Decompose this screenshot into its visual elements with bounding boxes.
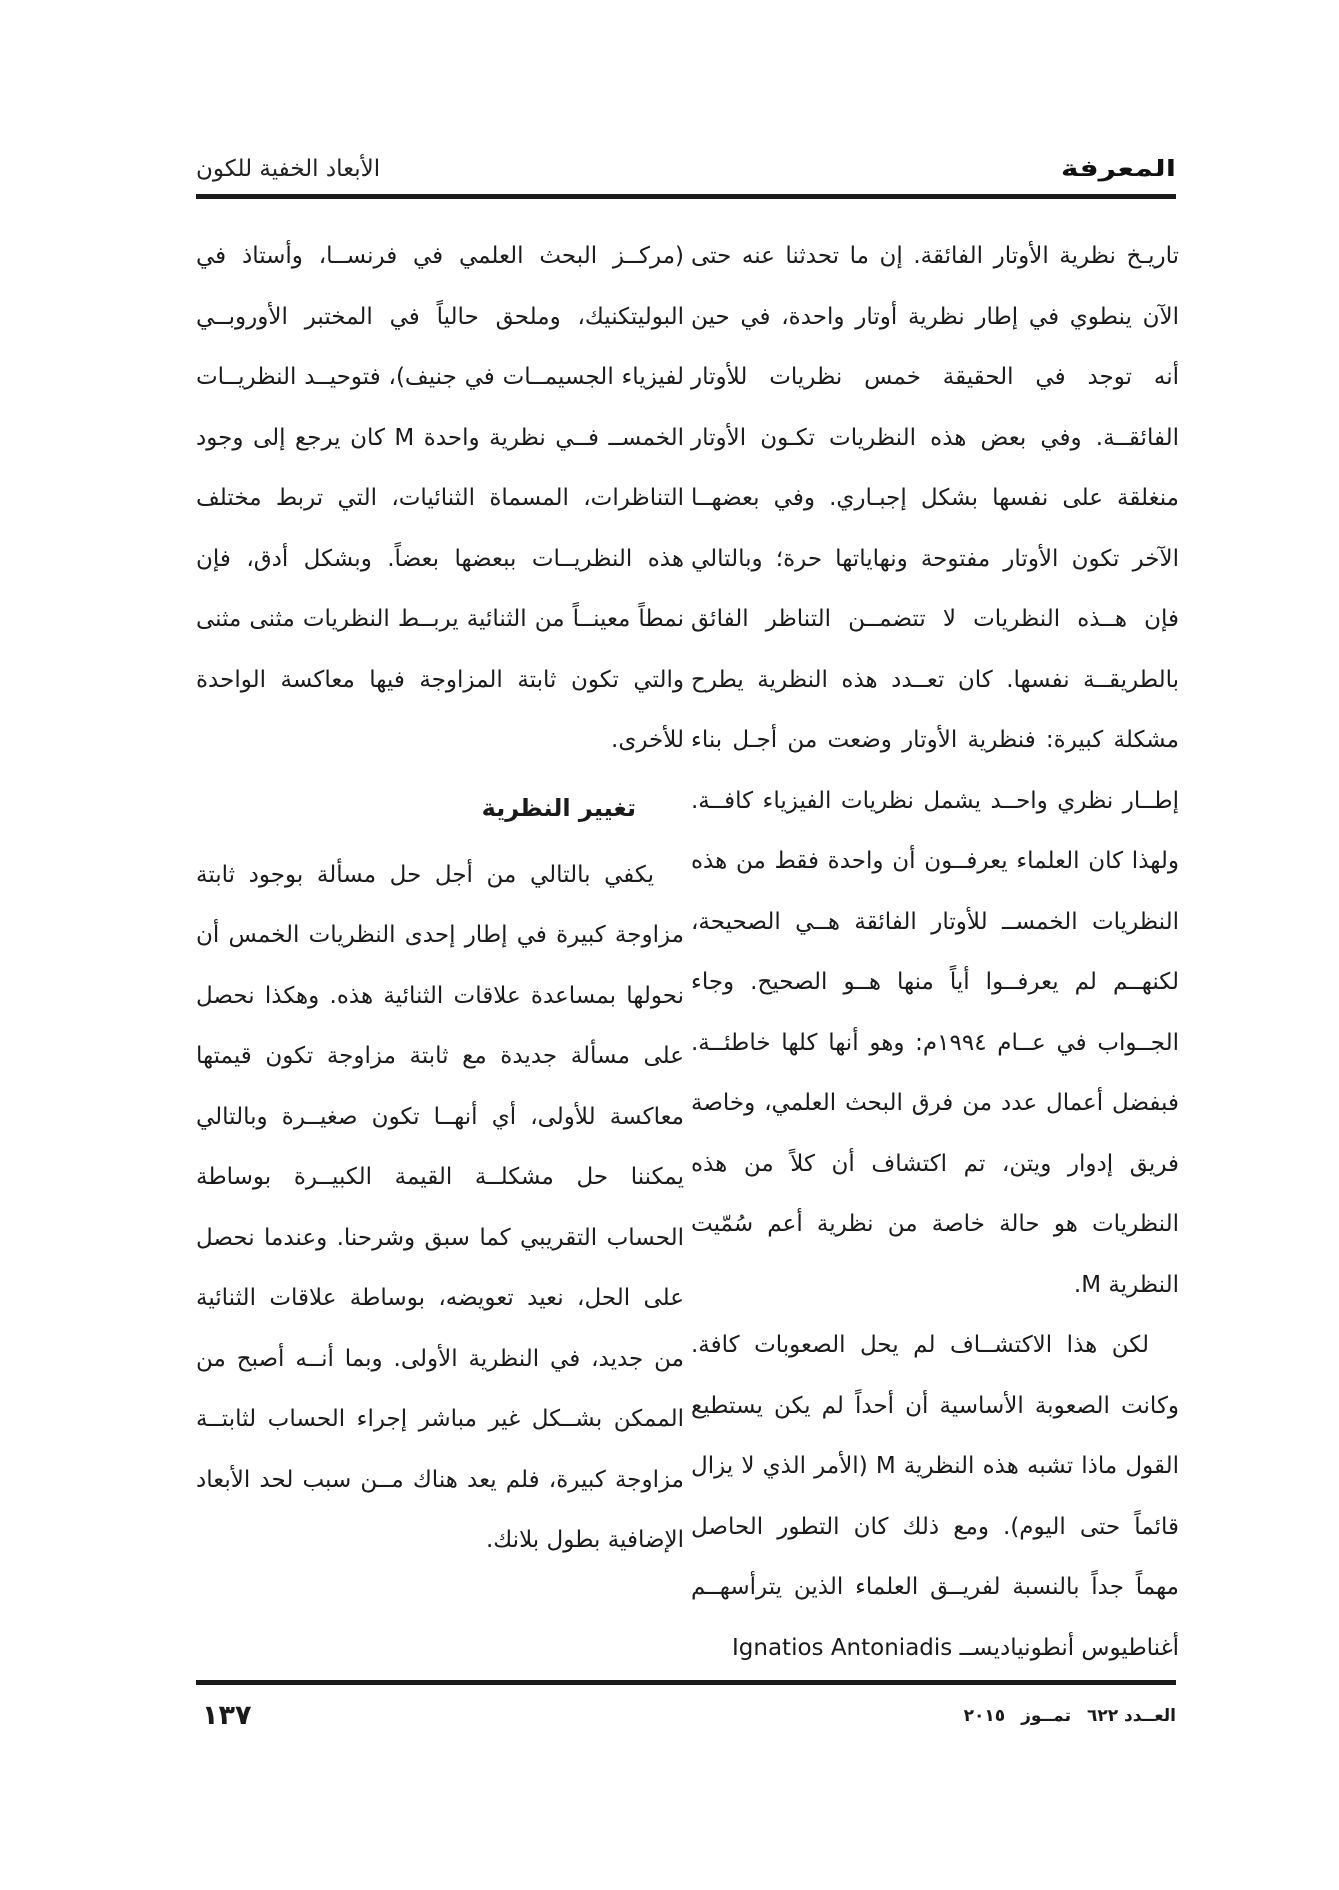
issue-info [948, 1706, 1176, 1726]
issue-year: ٢٠١٥ [963, 1706, 1006, 1726]
footer-rule [196, 1680, 1176, 1685]
page-number: ١٣٧ [202, 1700, 252, 1731]
paragraph: يكفي بالتالي من أجل حل مسألة بوجود ثابتة مزاوجة كبيرة في إطار إحدى النظريات الخمس أن نحولها بمساعدة علاقات الثنائية هذه. وهكذا نحصل على مسألة جديدة مع ثابتة مزاوجة تكون قيمتها معاكسة للأولى، أي أنهــا تكون صغيــرة وبالتالي يمكننا حل مشكلــة القيمة الكبيــرة بوساطة الحساب التقريبي كما سبق وشرحنا. وعندما نحصل على الحل، نعيد تعويضه، بوساطة علاقات الثنائية من جديد، في النظرية الأولى. وبما أنــه أصبح من الممكن بشــكل غير مباشر إجراء الحساب لثابتــة مزاوجة كبيرة، فلم يعد هناك مــن سبب لحد الأبعاد الإضافية بطول بلانك. [196, 861, 684, 1553]
issue-number: العــدد ٦٢٢ [1086, 1706, 1176, 1726]
paragraph: تاريـخ نظرية الأوتار الفائقة. إن ما تحدثنا عنه حتى الآن ينطوي في إطار نظرية أوتار واحدة، في حين أنه توجد في الحقيقة خمس نظريات للأوتار الفائقــة. وفي بعض هذه النظريات تكـون الأوتار منغلقة على نفسها بشكل إجبـاري. وفي بعضهــا الآخر تكون الأوتار مفتوحة ونهاياتها حرة؛ وبالتالي فإن هــذه النظريات لا تتضمــن التناظر الفائق بالطريقــة نفسها. كان تعــدد هذه النظرية يطرح مشكلة كبيرة: فنظرية الأوتار وضعت من أجـل بناء إطــار نظري واحــد يشمل نظريات الفيزياء كافــة. ولهذا كان العلماء يعرفــون أن واحدة فقط من هذه النظريات الخمســ للأوتار الفائقة هــي الصحيحة، لكنهــم لم يعرفــوا أياً منها هــو الصحيح. وجاء الجــواب في عــام ١٩٩٤م: وهو أنها كلها خاطئــة. فبفضل أعمال عدد من فرق البحث العلمي، وخاصة فريق إدوار ويتن، تم اكتشاف أن كلاً من هذه النظريات هو حالة خاصة من نظرية أعم سُمّيت النظرية M. [691, 243, 1179, 1298]
page-footer [196, 1700, 1176, 1740]
running-title: الأبعاد الخفية للكون [196, 156, 381, 182]
page-header [196, 150, 1176, 190]
magazine-logo: المعرفة [1060, 155, 1176, 182]
paragraph: (مركــز البحث العلمي في فرنســا، وأستاذ في البوليتكنيك، وملحق حالياً في المختبر الأوروبــي لفيزياء الجسيمــات في جنيف)، فتوحيــد النظريــات الخمســ فــي نظرية واحدة M كان يرجع إلى وجود التناظرات، المسماة الثنائيات، التي تربط مختلف هذه النظريــات ببعضها بعضاً. وبشكل أدق، فإن نمطاً معينــاً من الثنائية يربــط النظريات مثنى مثنى والتي تكون ثابتة المزاوجة فيها معاكسة الواحدة للأخرى. [196, 243, 684, 753]
header-rule [196, 194, 1176, 199]
article-column-left [196, 226, 684, 1571]
issue-month: تمــوز [1021, 1706, 1071, 1726]
section-heading: تغيير النظرية [481, 793, 636, 822]
article-column-right [691, 226, 1179, 1678]
paragraph: لكن هذا الاكتشــاف لم يحل الصعوبات كافة. وكانت الصعوبة الأساسية أن أحداً لم يكن يستطيع القول ماذا تشبه هذه النظرية M (الأمر الذي لا يزال قائماً حتى اليوم). ومع ذلك كان التطور الحاصل مهماً جداً بالنسبة لفريــق العلماء الذين يترأسهــم أغناطيوس أنطونياديســ Ignatios Antoniadis [691, 1332, 1179, 1661]
